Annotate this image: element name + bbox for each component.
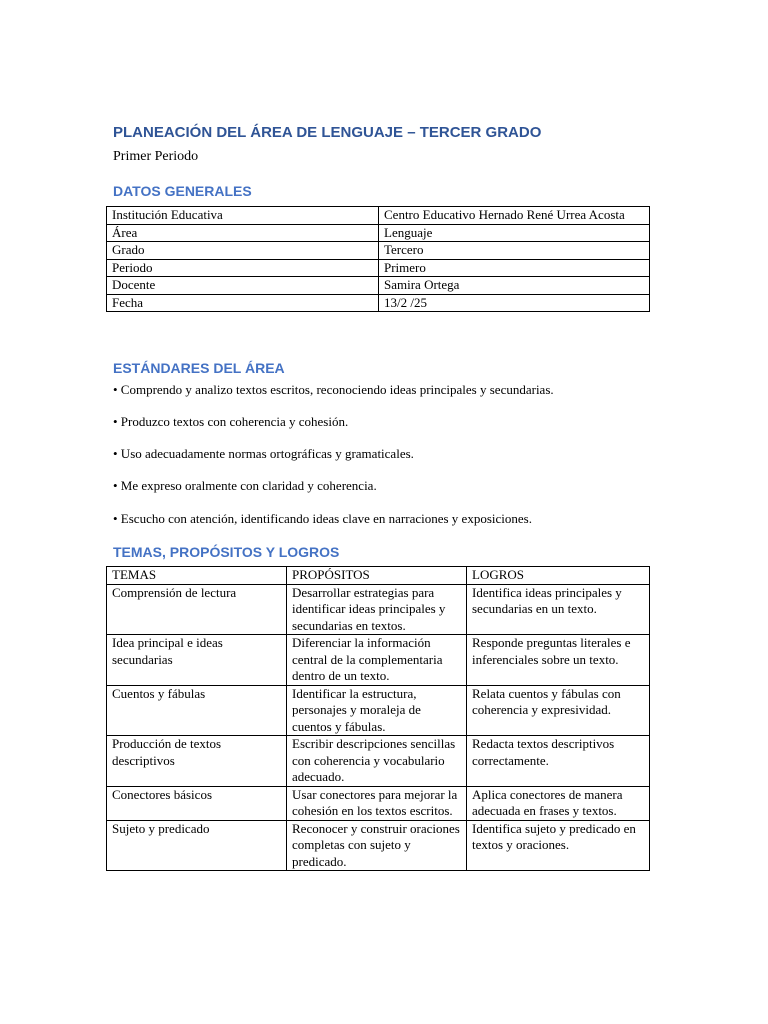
table-cell-label: Área — [107, 224, 379, 242]
document-title: PLANEACIÓN DEL ÁREA DE LENGUAJE – TERCER GRADO — [113, 124, 542, 141]
table-cell-value: 13/2 /25 — [379, 294, 650, 312]
table-row — [107, 242, 650, 260]
table-cell-label: Fecha — [107, 294, 379, 312]
estandar-item: • Uso adecuadamente normas ortográficas y gramaticales. — [113, 446, 414, 461]
table-cell-tema: Cuentos y fábulas — [107, 685, 287, 736]
column-header-propositos: PROPÓSITOS — [287, 567, 467, 585]
table-cell-tema: Sujeto y predicado — [107, 820, 287, 871]
table-cell-logro: Redacta textos descriptivos correctamente. — [467, 736, 650, 787]
table-row — [107, 259, 650, 277]
table-cell-logro: Identifica sujeto y predicado en textos y oraciones. — [467, 820, 650, 871]
table-cell-value: Primero — [379, 259, 650, 277]
table-row — [107, 584, 650, 635]
datos-generales-heading: DATOS GENERALES — [113, 183, 252, 199]
table-cell-value: Tercero — [379, 242, 650, 260]
table-cell-label: Institución Educativa — [107, 207, 379, 225]
estandares-heading: ESTÁNDARES DEL ÁREA — [113, 360, 285, 376]
table-cell-proposito: Desarrollar estrategias para identificar ideas principales y secundarias en textos. — [287, 584, 467, 635]
datos-generales-table — [106, 206, 650, 312]
table-cell-label: Grado — [107, 242, 379, 260]
estandar-item: • Produzco textos con coherencia y cohesión. — [113, 414, 349, 429]
table-cell-tema: Producción de textos descriptivos — [107, 736, 287, 787]
table-cell-logro: Aplica conectores de manera adecuada en frases y textos. — [467, 786, 650, 820]
table-cell-proposito: Reconocer y construir oraciones completas con sujeto y predicado. — [287, 820, 467, 871]
table-cell-proposito: Diferenciar la información central de la complementaria dentro de un texto. — [287, 635, 467, 686]
table-row — [107, 786, 650, 820]
table-row — [107, 277, 650, 295]
table-header-row — [107, 567, 650, 585]
table-cell-value: Lenguaje — [379, 224, 650, 242]
temas-heading: TEMAS, PROPÓSITOS Y LOGROS — [113, 544, 340, 560]
table-row — [107, 207, 650, 225]
estandar-item: • Escucho con atención, identificando ideas clave en narraciones y exposiciones. — [113, 511, 532, 526]
table-cell-logro: Relata cuentos y fábulas con coherencia y expresividad. — [467, 685, 650, 736]
estandar-item: • Comprendo y analizo textos escritos, reconociendo ideas principales y secundarias. — [113, 382, 554, 397]
table-cell-proposito: Escribir descripciones sencillas con coherencia y vocabulario adecuado. — [287, 736, 467, 787]
table-cell-tema: Comprensión de lectura — [107, 584, 287, 635]
table-cell-logro: Responde preguntas literales e inferenciales sobre un texto. — [467, 635, 650, 686]
table-cell-logro: Identifica ideas principales y secundarias en un texto. — [467, 584, 650, 635]
document-subtitle: Primer Periodo — [113, 149, 199, 164]
table-row — [107, 820, 650, 871]
table-cell-value: Centro Educativo Hernado René Urrea Acosta — [379, 207, 650, 225]
column-header-logros: LOGROS — [467, 567, 650, 585]
table-row — [107, 294, 650, 312]
table-cell-tema: Conectores básicos — [107, 786, 287, 820]
table-cell-label: Periodo — [107, 259, 379, 277]
column-header-temas: TEMAS — [107, 567, 287, 585]
table-cell-label: Docente — [107, 277, 379, 295]
table-row — [107, 685, 650, 736]
table-row — [107, 736, 650, 787]
temas-table — [106, 566, 650, 871]
estandar-item: • Me expreso oralmente con claridad y coherencia. — [113, 478, 377, 493]
table-cell-proposito: Usar conectores para mejorar la cohesión en los textos escritos. — [287, 786, 467, 820]
table-row — [107, 224, 650, 242]
table-cell-value: Samira Ortega — [379, 277, 650, 295]
table-cell-tema: Idea principal e ideas secundarias — [107, 635, 287, 686]
table-cell-proposito: Identificar la estructura, personajes y moraleja de cuentos y fábulas. — [287, 685, 467, 736]
table-row — [107, 635, 650, 686]
